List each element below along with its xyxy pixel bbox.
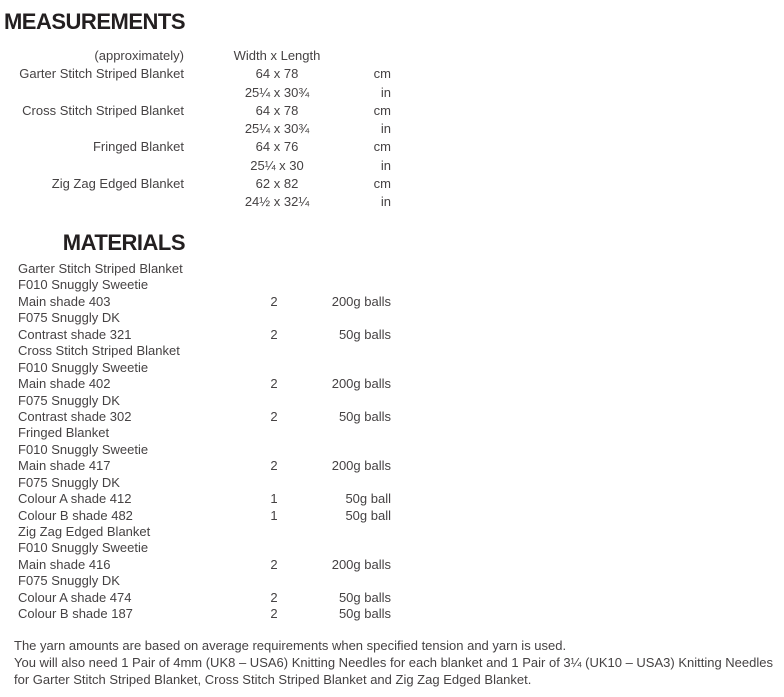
material-amount-cell [290,540,391,556]
material-amount-cell [290,425,391,441]
material-label-cell: Main shade 416 [18,556,111,572]
note-needles: You will also need 1 Pair of 4mm (UK8 – USA6) Knitting Needles for each blanket and 1 Pair of 3¼ (UK10 – USA3) Knitting Needles for Garter Stitch Striped Blanket, Cross Stitch Striped Blanket and Zig Zag Edged Blanket. [14,655,773,687]
material-label-cell: F010 Snuggly Sweetie [18,277,149,293]
material-row [0,491,391,507]
material-row [0,343,391,359]
material-row [0,524,391,540]
measurement-label-cell: Zig Zag Edged Blanket [51,176,184,192]
material-qty-cell [258,360,290,376]
material-row [0,606,391,622]
note-yarn-amounts: The yarn amounts are based on average requirements when specified tension and yarn is used. [14,638,567,653]
material-qty-cell [258,261,290,277]
measurements-heading: MEASUREMENTS [3,9,185,34]
material-row [0,294,391,310]
material-qty-cell [258,425,290,441]
measurement-label-cell: (approximately) [94,48,184,63]
material-qty-cell [258,343,290,359]
material-row [0,508,391,524]
material-label-cell: Contrast shade 321 [18,326,132,342]
material-qty-cell: 2 [270,458,278,474]
measurements-table [0,47,391,212]
material-amount-cell [290,393,391,409]
material-row [0,261,391,277]
material-amount-cell: 200g balls [331,458,391,474]
material-amount-cell [290,360,391,376]
material-amount-cell [290,277,391,293]
material-qty-cell [258,277,290,293]
material-row [0,425,391,441]
material-amount-cell: 50g balls [338,606,391,622]
material-label-cell: Colour B shade 187 [18,606,133,622]
measurement-row [0,138,391,156]
material-amount-cell: 50g balls [338,589,391,605]
material-row [0,277,391,293]
material-label-cell: F075 Snuggly DK [18,392,120,408]
measurement-unit-cell: in [380,84,391,100]
measurement-unit-cell: in [380,121,391,137]
material-label-cell: Cross Stitch Striped Blanket [18,343,180,359]
material-label-cell: Garter Stitch Striped Blanket [18,261,183,276]
material-amount-cell: 200g balls [331,376,391,392]
material-row [0,360,391,376]
material-amount-cell [290,475,391,491]
material-label-cell: F075 Snuggly DK [18,573,120,589]
material-amount-cell [290,573,391,589]
measurement-label-cell: Cross Stitch Striped Blanket [22,102,184,118]
material-row [0,458,391,474]
material-row [0,442,391,458]
material-row [0,557,391,573]
measurement-value-cell: 25¼ x 30 [250,157,304,173]
measurement-row [0,175,391,193]
material-label-cell: F010 Snuggly Sweetie [18,441,149,457]
material-label-cell: Colour B shade 482 [18,507,133,523]
measurement-label-cell [0,157,184,175]
material-qty-cell: 2 [270,376,278,392]
material-row [0,573,391,589]
material-qty-cell [258,573,290,589]
measurement-row [0,193,391,211]
material-amount-cell: 50g balls [338,326,391,342]
materials-heading: MATERIALS [62,230,185,255]
notes-section [14,637,776,688]
material-qty-cell: 2 [270,589,278,605]
material-amount-cell: 200g balls [331,293,391,309]
measurement-row [0,65,391,83]
material-label-cell: F075 Snuggly DK [18,474,120,490]
material-label-cell: F075 Snuggly DK [18,310,120,326]
material-amount-cell: 50g ball [345,491,391,507]
material-qty-cell [258,524,290,540]
material-row [0,310,391,326]
material-row [0,393,391,409]
material-qty-cell: 2 [270,556,278,572]
material-qty-cell: 1 [270,507,278,523]
material-label-cell: Main shade 402 [18,376,111,392]
material-row [0,590,391,606]
material-qty-cell [258,475,290,491]
material-qty-cell [258,540,290,556]
material-label-cell: Main shade 417 [18,458,111,474]
material-qty-cell [258,442,290,458]
material-amount-cell [290,442,391,458]
material-row [0,327,391,343]
material-label-cell: F010 Snuggly Sweetie [18,540,149,556]
measurement-row [0,84,391,102]
material-row [0,409,391,425]
measurement-unit-cell: cm [373,176,391,192]
material-qty-cell: 2 [270,606,278,622]
measurement-value-cell: 62 x 82 [255,176,299,192]
measurement-row [0,102,391,120]
measurement-row [0,47,391,65]
material-label-cell: F010 Snuggly Sweetie [18,359,149,375]
measurement-unit-cell: cm [373,102,391,118]
material-amount-cell [290,343,391,359]
material-label-cell: Colour A shade 412 [18,491,132,507]
measurement-value-cell: 64 x 76 [255,139,299,155]
measurement-unit-cell [370,47,391,65]
material-amount-cell [290,261,391,277]
material-row [0,376,391,392]
material-amount-cell [290,524,391,540]
material-label-cell: Contrast shade 302 [18,408,132,424]
measurement-unit-cell: cm [373,139,391,155]
measurement-unit-cell: in [380,194,391,210]
measurement-unit-cell: in [380,157,391,173]
material-label-cell: Zig Zag Edged Blanket [18,524,151,539]
materials-table [0,261,391,623]
measurement-unit-cell: cm [373,66,391,82]
material-row [0,540,391,556]
material-amount-cell [290,310,391,326]
measurement-label-cell: Fringed Blanket [92,139,184,155]
material-row [0,475,391,491]
material-amount-cell: 200g balls [331,556,391,572]
measurement-value-cell: Width x Length [233,48,321,63]
material-amount-cell: 50g balls [338,408,391,424]
measurement-label-cell: Garter Stitch Striped Blanket [19,66,184,82]
measurement-label-cell [0,84,184,102]
measurement-label-cell [0,193,184,211]
measurement-label-cell [0,120,184,138]
material-label-cell: Fringed Blanket [18,425,110,441]
material-qty-cell [258,310,290,326]
material-qty-cell [258,393,290,409]
material-amount-cell: 50g ball [345,507,391,523]
material-qty-cell: 1 [270,491,278,507]
material-qty-cell: 2 [270,293,278,309]
material-label-cell: Colour A shade 474 [18,589,132,605]
measurement-row [0,120,391,138]
measurement-value-cell: 64 x 78 [255,102,299,118]
measurement-value-cell: 25¼ x 30¾ [244,121,310,137]
measurement-row [0,157,391,175]
measurement-value-cell: 64 x 78 [255,66,299,82]
measurement-value-cell: 25¼ x 30¾ [244,84,310,100]
material-qty-cell: 2 [270,326,278,342]
material-label-cell: Main shade 403 [18,293,111,309]
material-qty-cell: 2 [270,408,278,424]
measurement-value-cell: 24½ x 32¼ [244,194,310,210]
